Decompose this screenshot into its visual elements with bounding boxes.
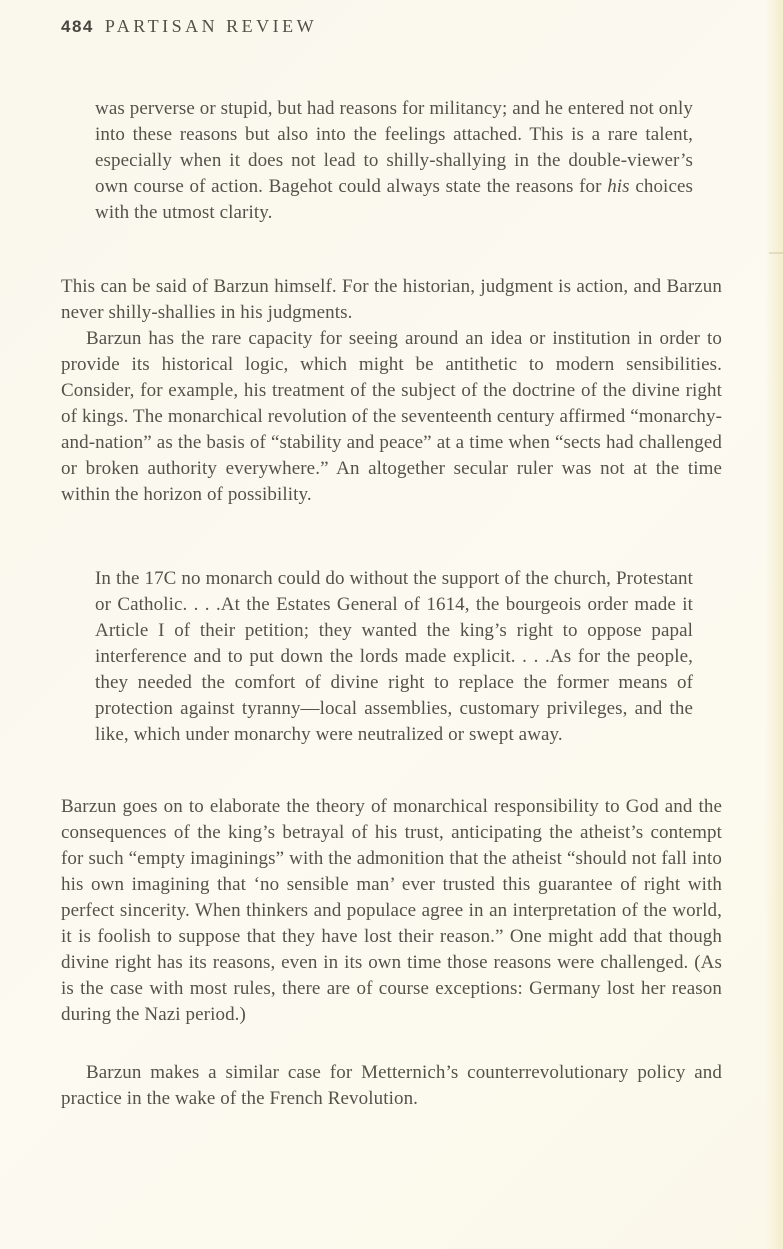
paragraph-barzun-judgments: This can be said of Barzun himself. For the historian, judgment is action, and Barzun never shilly-shallies in his judgments. <box>61 276 722 323</box>
block-quote-bagehot-text: was perverse or stupid, but had reasons for militancy; and he entered not only into these reasons but also into the feelings attached. This is a rare talent, especially when it does not lead to shilly-shallying in the double-viewer’s own course of action. Bagehot could always state the reasons for <box>95 98 693 197</box>
page-edge-crease <box>769 252 783 254</box>
paragraph-monarchical-responsibility: Barzun goes on to elaborate the theory of monarchical responsibility to God and the consequences of the king’s betrayal of his trust, anticipating the atheist’s contempt for such “empty imaginings” with the admonition that the atheist “should not fall into his own imagining that ‘no sensible man’ ever trusted this guarantee of right with perfect sincerity. When thinkers and populace agree in an interpretation of the world, it is foolish to suppose that they have lost their reason.” One might add that though divine right has its reasons, even in its own time those reasons were challenged. (As is the case with most rules, there are of course exceptions: Germany lost her reason during the Nazi period.) <box>61 796 722 1025</box>
page-edge-shading <box>765 0 783 1249</box>
block-quote-bagehot-text-end: choices with the utmost clarity. <box>95 176 693 223</box>
page-number: 484 <box>61 17 94 36</box>
paragraph-metternich: Barzun makes a similar case for Metternich’s counterrevolutionary policy and practice in the wake of the French Revolution. <box>61 1062 722 1109</box>
running-head <box>61 16 317 37</box>
block-quote-bagehot <box>95 96 693 226</box>
paragraph-divine-right: Barzun has the rare capacity for seeing around an idea or institution in order to provide its historical logic, which might be antithetic to modern sensibilities. Consider, for example, his treatment of the subject of the doctrine of the divine right of kings. The monarchical revolution of the seventeenth century affirmed “monarchy-and-nation” as the basis of “stability and peace” at a time when “sects had challenged or broken authority everywhere.” An altogether secular ruler was not at the time within the horizon of possibility. <box>61 328 722 505</box>
block-quote-bagehot-italic-word: his <box>607 176 630 197</box>
journal-title: PARTISAN REVIEW <box>104 16 318 36</box>
block-quote-17c-monarch: In the 17C no monarch could do without the support of the church, Protestant or Catholic. . . .At the Estates General of 1614, the bourgeois order made it Article I of their petition; they wanted the king’s right to oppose papal interference and to put down the lords made explicit. . . .As for the people, they needed the comfort of divine right to replace the former means of protection against tyranny—local assemblies, customary privileges, and the like, which under monarchy were neutralized or swept away. <box>95 568 693 745</box>
